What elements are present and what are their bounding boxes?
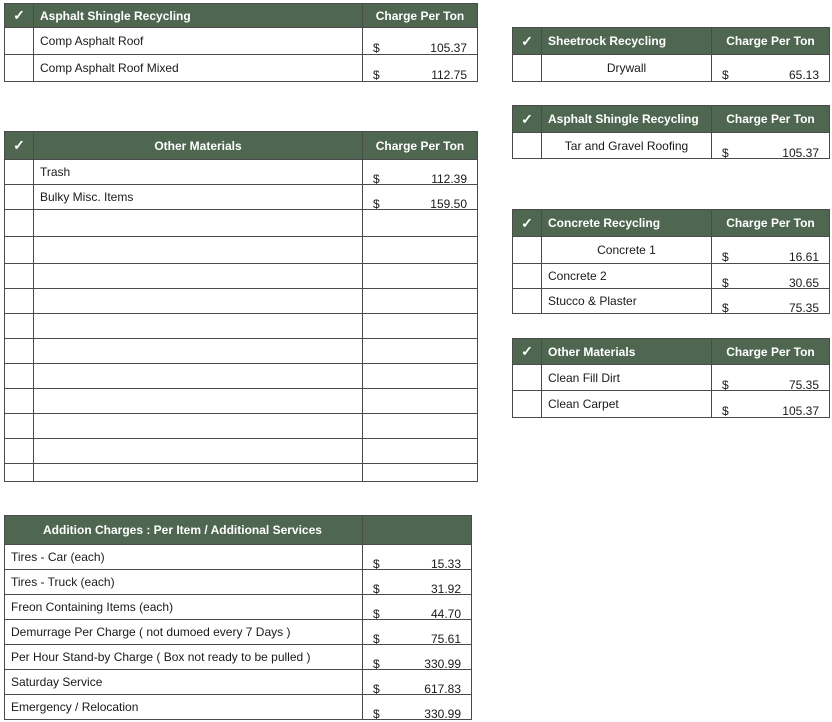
check-cell[interactable]: [5, 389, 34, 414]
check-cell[interactable]: [513, 391, 542, 418]
charge-name: Demurrage Per Charge ( not dumoed every 7 Days ): [5, 620, 363, 645]
price-cell: $ 617.83: [363, 670, 472, 695]
table-row: [5, 620, 472, 645]
empty-cell: [34, 414, 363, 439]
empty-cell: [363, 264, 478, 289]
price-cell: $ 112.39: [363, 160, 478, 185]
table-title: Sheetrock Recycling: [542, 28, 712, 55]
empty-row: [5, 439, 478, 464]
table-row: [5, 695, 472, 720]
table-title: Other Materials: [542, 339, 712, 365]
check-cell[interactable]: [513, 133, 542, 159]
check-icon: ✓: [513, 106, 542, 133]
table-row: [5, 160, 478, 185]
check-cell[interactable]: [513, 264, 542, 289]
table-title: Other Materials: [34, 132, 363, 160]
check-cell[interactable]: [5, 289, 34, 314]
empty-cell: [34, 314, 363, 339]
table-row: [5, 670, 472, 695]
empty-cell: [363, 237, 478, 264]
empty-cell: [34, 439, 363, 464]
price-header: Charge Per Ton: [712, 339, 830, 365]
empty-cell: [34, 237, 363, 264]
check-cell[interactable]: [513, 237, 542, 264]
price-cell: $ 159.50: [363, 185, 478, 210]
check-cell[interactable]: [5, 439, 34, 464]
table-title: Concrete Recycling: [542, 210, 712, 237]
material-name: Tar and Gravel Roofing: [542, 133, 712, 159]
price-header: Charge Per Ton: [363, 132, 478, 160]
check-cell[interactable]: [513, 365, 542, 391]
table-row: [5, 570, 472, 595]
sheetrock-table: [512, 27, 830, 82]
empty-cell: [363, 289, 478, 314]
price-cell: $ 31.92: [363, 570, 472, 595]
charge-name: Saturday Service: [5, 670, 363, 695]
table-title: Addition Charges : Per Item / Additional Services: [5, 516, 363, 545]
material-name: Stucco & Plaster: [542, 289, 712, 314]
check-cell[interactable]: [5, 185, 34, 210]
check-cell[interactable]: [5, 364, 34, 389]
table-row: [513, 133, 830, 159]
table-row: [5, 28, 478, 55]
table-row: [513, 237, 830, 264]
check-cell[interactable]: [5, 464, 34, 482]
asphalt-shingle-table-right: [512, 105, 830, 159]
table-row: [513, 55, 830, 82]
table-row: [5, 545, 472, 570]
price-cell: $ 75.35: [712, 289, 830, 314]
check-cell[interactable]: [5, 237, 34, 264]
check-cell[interactable]: [513, 55, 542, 82]
material-name: Bulky Misc. Items: [34, 185, 363, 210]
empty-cell: [34, 210, 363, 237]
check-icon: ✓: [513, 28, 542, 55]
material-name: Clean Carpet: [542, 391, 712, 418]
table-row: [5, 185, 478, 210]
price-cell: $ 15.33: [363, 545, 472, 570]
empty-cell: [34, 364, 363, 389]
empty-row: [5, 339, 478, 364]
material-name: Comp Asphalt Roof Mixed: [34, 55, 363, 82]
empty-cell: [34, 289, 363, 314]
asphalt-shingle-table: [4, 3, 478, 82]
charge-name: Freon Containing Items (each): [5, 595, 363, 620]
empty-row: [5, 264, 478, 289]
empty-cell: [363, 339, 478, 364]
check-cell[interactable]: [5, 210, 34, 237]
material-name: Concrete 2: [542, 264, 712, 289]
empty-row: [5, 414, 478, 439]
material-name: Clean Fill Dirt: [542, 365, 712, 391]
charge-name: Per Hour Stand-by Charge ( Box not ready to be pulled ): [5, 645, 363, 670]
material-name: Concrete 1: [542, 237, 712, 264]
empty-cell: [363, 464, 478, 482]
price-cell: $ 105.37: [712, 133, 830, 159]
empty-cell: [363, 389, 478, 414]
charge-name: Tires - Truck (each): [5, 570, 363, 595]
check-cell[interactable]: [5, 55, 34, 82]
table-title: Asphalt Shingle Recycling: [542, 106, 712, 133]
table-title: Asphalt Shingle Recycling: [34, 4, 363, 28]
check-icon: ✓: [5, 132, 34, 160]
price-header: Charge Per Ton: [712, 106, 830, 133]
check-cell[interactable]: [5, 339, 34, 364]
price-cell: $ 112.75: [363, 55, 478, 82]
concrete-table: [512, 209, 830, 314]
empty-row: [5, 314, 478, 339]
price-cell: $ 105.37: [712, 391, 830, 418]
header-blank: [363, 516, 472, 545]
table-row: [5, 55, 478, 82]
price-cell: $ 75.35: [712, 365, 830, 391]
price-header: Charge Per Ton: [712, 28, 830, 55]
price-cell: $ 44.70: [363, 595, 472, 620]
empty-row: [5, 289, 478, 314]
price-cell: $ 105.37: [363, 28, 478, 55]
empty-cell: [363, 414, 478, 439]
check-cell[interactable]: [5, 160, 34, 185]
empty-cell: [34, 464, 363, 482]
price-header: Charge Per Ton: [363, 4, 478, 28]
check-cell[interactable]: [5, 414, 34, 439]
check-icon: ✓: [513, 210, 542, 237]
empty-row: [5, 210, 478, 237]
other-materials-table-right: [512, 338, 830, 418]
material-name: Trash: [34, 160, 363, 185]
empty-cell: [363, 439, 478, 464]
empty-cell: [34, 264, 363, 289]
price-header: Charge Per Ton: [712, 210, 830, 237]
price-cell: $ 30.65: [712, 264, 830, 289]
empty-cell: [34, 339, 363, 364]
charge-name: Emergency / Relocation: [5, 695, 363, 720]
price-cell: $ 16.61: [712, 237, 830, 264]
material-name: Comp Asphalt Roof: [34, 28, 363, 55]
check-cell[interactable]: [5, 314, 34, 339]
check-cell[interactable]: [5, 28, 34, 55]
price-cell: $ 75.61: [363, 620, 472, 645]
check-cell[interactable]: [513, 289, 542, 314]
table-row: [513, 289, 830, 314]
empty-row: [5, 364, 478, 389]
empty-row: [5, 464, 478, 482]
table-row: [513, 391, 830, 418]
material-name: Drywall: [542, 55, 712, 82]
empty-row: [5, 237, 478, 264]
other-materials-table-left: [4, 131, 478, 482]
empty-row: [5, 389, 478, 414]
empty-cell: [363, 210, 478, 237]
price-cell: $ 330.99: [363, 695, 472, 720]
check-cell[interactable]: [5, 264, 34, 289]
price-cell: $ 65.13: [712, 55, 830, 82]
table-row: [5, 595, 472, 620]
additional-charges-table: [4, 515, 472, 720]
table-row: [513, 264, 830, 289]
price-cell: $ 330.99: [363, 645, 472, 670]
check-icon: ✓: [513, 339, 542, 365]
table-row: [513, 365, 830, 391]
empty-cell: [363, 314, 478, 339]
empty-cell: [34, 389, 363, 414]
table-row: [5, 645, 472, 670]
charge-name: Tires - Car (each): [5, 545, 363, 570]
check-icon: ✓: [5, 4, 34, 28]
empty-cell: [363, 364, 478, 389]
